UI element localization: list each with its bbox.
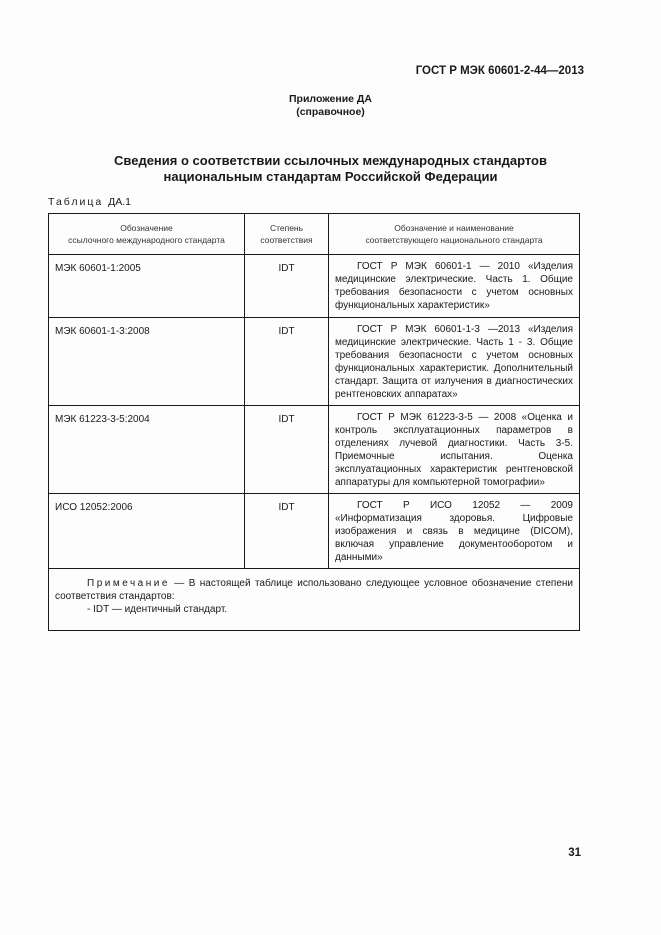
international-standard-cell: ИСО 12052:2006	[49, 494, 245, 569]
column-header-international	[49, 214, 245, 255]
column-header-national	[329, 214, 580, 255]
standard-code-header: ГОСТ Р МЭК 60601-2-44—2013	[415, 65, 584, 77]
international-standard-cell: МЭК 61223-3-5:2004	[49, 406, 245, 494]
table-caption	[48, 196, 131, 208]
column-header-line: Степень	[269, 223, 304, 233]
appendix-title: Приложение ДА	[289, 93, 372, 105]
international-standard-cell: МЭК 60601-1:2005	[49, 255, 245, 318]
table-caption-number: ДА.1	[108, 196, 131, 208]
document-title-line1: Сведения о соответствии ссылочных международных стандартов	[114, 153, 547, 168]
table-note-row	[49, 569, 580, 631]
table-row	[49, 255, 580, 318]
degree-cell: IDT	[245, 494, 329, 569]
degree-cell: IDT	[245, 318, 329, 406]
national-standard-cell: ГОСТ Р МЭК 61223-3-5 — 2008 «Оценка и контроль эксплуатационных параметров в отделениях лучевой диагностики. Часть 3-5. Приемочные испытания. Оценка эксплуатационных характеристик рентгеновской аппаратуры для компьютерной томографии»	[329, 406, 580, 494]
column-header-line: соответствующего национального стандарта	[365, 235, 543, 245]
international-standard-cell: МЭК 60601-1-3:2008	[49, 318, 245, 406]
document-title-line2: национальным стандартам Российской Федерации	[163, 169, 498, 184]
national-standard-cell: ГОСТ Р МЭК 60601-1-3 —2013 «Изделия медицинские электрические. Часть 1 - 3. Общие требования безопасности с учетом основных функциональных характеристик. Дополнительный стандарт. Защита от излучения в диагностических рентгеновских аппаратах»	[329, 318, 580, 406]
column-header-degree	[245, 214, 329, 255]
degree-cell: IDT	[245, 406, 329, 494]
page-number: 31	[568, 847, 581, 859]
column-header-line: Обозначение и наименование	[394, 223, 514, 233]
column-header-line: Обозначение	[120, 223, 173, 233]
appendix-heading	[0, 93, 661, 119]
correspondence-table	[48, 213, 580, 631]
table-note	[49, 569, 580, 631]
table-row	[49, 406, 580, 494]
appendix-subtitle: (справочное)	[296, 106, 365, 118]
table-header-row	[49, 214, 580, 255]
table-caption-label: Таблица	[48, 196, 104, 208]
column-header-line: соответствия	[260, 235, 313, 245]
note-body: — В настоящей таблице использовано следующее условное обозначение степени соответствия стандартов:	[55, 578, 573, 602]
national-standard-cell: ГОСТ Р ИСО 12052 — 2009 «Информатизация здоровья. Цифровые изображения и связь в медицине (DICOM), включая управление документооборотом и данными»	[329, 494, 580, 569]
degree-cell: IDT	[245, 255, 329, 318]
national-standard-cell: ГОСТ Р МЭК 60601-1 — 2010 «Изделия медицинские электрические. Часть 1. Общие требования безопасности с учетом основных функциональных характеристик»	[329, 255, 580, 318]
note-label: Примечание	[87, 578, 170, 589]
column-header-line: ссылочного международного стандарта	[68, 235, 225, 245]
table-row	[49, 494, 580, 569]
note-text	[55, 577, 573, 603]
note-item: - IDT — идентичный стандарт.	[87, 604, 228, 615]
document-title	[0, 153, 661, 185]
table-row	[49, 318, 580, 406]
